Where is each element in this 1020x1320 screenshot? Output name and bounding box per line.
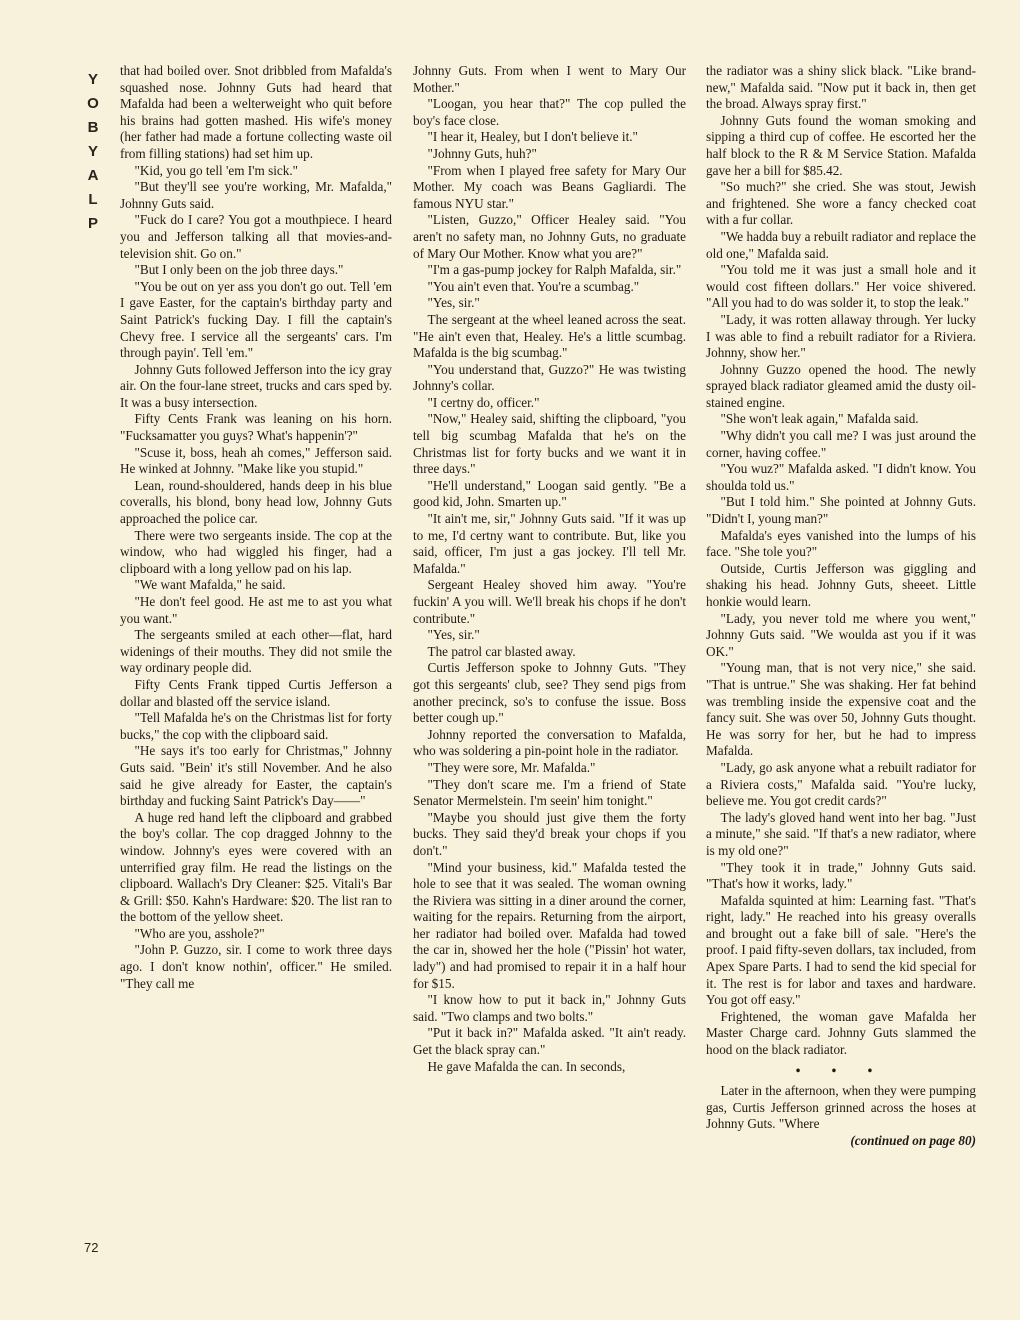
paragraph: "So much?" she cried. She was stout, Jewish and frightened. She wore a fancy checked coat with a fur collar. bbox=[706, 179, 976, 228]
paragraph: "He says it's too early for Christmas," Johnny Guts said. "Bein' it's still November. And he also said he give already for Easter, the captain's birthday and fucking Saint Patrick's Day——" bbox=[120, 743, 392, 809]
paragraph: Johnny Guts followed Jefferson into the icy gray air. On the four-lane street, trucks and cars sped by. It was a busy intersection. bbox=[120, 361, 392, 410]
paragraph: Curtis Jefferson spoke to Johnny Guts. "They got this sergeants' club, see? They send pigs from another precinck, so's to confuse the issue. Boss better cough up." bbox=[413, 660, 686, 726]
paragraph: "Why didn't you call me? I was just around the corner, having coffee." bbox=[706, 428, 976, 460]
paragraph: A huge red hand left the clipboard and grabbed the boy's collar. The cop dragged Johnny to the window. Johnny's eyes were covered with an unterrified gray film. He read the listings on the clipboard. Wallach's Dry Cleaner: $25. Vitali's Bar & Grill: $50. Kahn's Hardware: $20. The list ran to the bottom of the yellow sheet. bbox=[120, 809, 392, 925]
paragraph: "We want Mafalda," he said. bbox=[134, 577, 286, 593]
paragraph: The sergeant at the wheel leaned across the seat. "He ain't even that, Healey. He's a little scumbag. Mafalda is the big scumbag." bbox=[413, 311, 686, 361]
paragraph: "Lady, go ask anyone what a rebuilt radiator for a Riviera costs," Mafalda said. "You're lucky, believe me. You got credit cards?" bbox=[706, 759, 976, 809]
paragraph: Johnny Guzzo opened the hood. The newly sprayed black radiator gleamed amid the dusty oil-stained engine. bbox=[706, 361, 976, 410]
paragraph: "But they'll see you're working, Mr. Mafalda," Johnny Guts said. bbox=[120, 179, 392, 211]
paragraph: "They were sore, Mr. Mafalda." bbox=[427, 759, 596, 775]
paragraph: "Kid, you go tell 'em I'm sick." bbox=[134, 162, 299, 178]
paragraph: "He don't feel good. He ast me to ast you what you want." bbox=[120, 594, 392, 626]
paragraph: "Fuck do I care? You got a mouthpiece. I heard you and Jefferson talking all that movies-and-television shit. Go on." bbox=[120, 212, 392, 261]
paragraph: "We hadda buy a rebuilt radiator and replace the old one," Mafalda said. bbox=[706, 228, 976, 261]
masthead-letter: B bbox=[87, 119, 99, 136]
paragraph: Frightened, the woman gave Mafalda her Master Charge card. Johnny Guts slammed the hood on the black radiator. bbox=[706, 1008, 976, 1058]
paragraph: "But I told him." She pointed at Johnny Guts. "Didn't I, young man?" bbox=[706, 494, 976, 527]
text-column-3 bbox=[706, 63, 976, 1150]
paragraph: Sergeant Healey shoved him away. "You're fuckin' A you will. We'll break his chops if he don't contribute." bbox=[413, 577, 686, 626]
masthead-letter: O bbox=[87, 95, 99, 112]
text-column-2 bbox=[413, 63, 686, 1075]
paragraph: the radiator was a shiny slick black. "Like brand-new," Mafalda said. "Now put it back in, then get the broad. Always spray first." bbox=[706, 63, 976, 112]
paragraph: "Yes, sir." bbox=[427, 627, 480, 643]
paragraph: Outside, Curtis Jefferson was giggling and shaking his head. Johnny Guts, sheeet. Little honkie would learn. bbox=[706, 560, 976, 609]
paragraph: "They took it in trade," Johnny Guts said. "That's how it works, lady." bbox=[706, 859, 976, 892]
paragraph: Fifty Cents Frank tipped Curtis Jefferson a dollar and blasted off the service island. bbox=[120, 676, 392, 709]
paragraph: "They don't scare me. I'm a friend of State Senator Mermelstein. I'm seein' him tonight." bbox=[413, 776, 686, 809]
page-number: 72 bbox=[84, 1240, 99, 1255]
masthead-letter: L bbox=[88, 191, 98, 208]
paragraph: "You be out on yer ass you don't go out. Tell 'em I gave Easter, for the captain's birthday party and Saint Patrick's fucking Day. I fill the captain's Chevy free. I service all the sergeants' cars. I'm through payin'. Tell 'em." bbox=[120, 278, 392, 361]
masthead-letter: A bbox=[87, 167, 99, 184]
paragraph: The patrol car blasted away. bbox=[427, 643, 576, 659]
section-break: • • • bbox=[795, 1062, 887, 1078]
paragraph: "Tell Mafalda he's on the Christmas list for forty bucks," the cop with the clipboard said. bbox=[120, 710, 392, 742]
paragraph: "Loogan, you hear that?" The cop pulled the boy's face close. bbox=[413, 96, 686, 128]
paragraph: "Yes, sir." bbox=[427, 295, 480, 311]
paragraph: "You wuz?" Mafalda asked. "I didn't know. You shoulda told us." bbox=[706, 461, 976, 493]
paragraph: "You ain't even that. You're a scumbag." bbox=[427, 278, 640, 294]
paragraph: Johnny Guts found the woman smoking and sipping a third cup of coffee. He escorted her the half block to the R & M Service Station. Mafalda gave her a bill for $85.42. bbox=[706, 112, 976, 178]
column-3-body bbox=[706, 63, 976, 1059]
paragraph: that had boiled over. Snot dribbled from Mafalda's squashed nose. Johnny Guts had heard that Mafalda had been a welterweight who quit before his brains had gotten mashed. His wife's money (her father had made a fortune collecting waste oil from filling stations) had set him up. bbox=[120, 63, 392, 161]
paragraph: The lady's gloved hand went into her bag. "Just a minute," she said. "If that's a new radiator, where is my old one?" bbox=[706, 809, 976, 858]
paragraph: "Who are you, asshole?" bbox=[134, 925, 265, 941]
paragraph: Fifty Cents Frank was leaning on his horn. "Fucksamatter you guys? What's happenin'?" bbox=[120, 411, 392, 444]
masthead-letter: Y bbox=[87, 143, 98, 160]
paragraph: Johnny Guts. From when I went to Mary Our Mother." bbox=[413, 63, 686, 95]
paragraph: "I'm a gas-pump jockey for Ralph Mafalda, sir." bbox=[427, 262, 682, 278]
paragraph: Mafalda's eyes vanished into the lumps of his face. "She tole you?" bbox=[706, 527, 976, 560]
paragraph: Johnny reported the conversation to Mafalda, who was soldering a pin-point hole in the radiator. bbox=[413, 726, 686, 759]
paragraph: "Johnny Guts, huh?" bbox=[427, 145, 537, 161]
paragraph: The sergeants smiled at each other—flat, hard widenings of their mouths. They did not smile the way ordinary people did. bbox=[120, 627, 392, 676]
playboy-masthead bbox=[83, 68, 103, 236]
paragraph: "Scuse it, boss, heah ah comes," Jefferson said. He winked at Johnny. "Make like you stupid." bbox=[120, 444, 392, 477]
paragraph: "I hear it, Healey, but I don't believe it." bbox=[427, 129, 638, 145]
paragraph: "Now," Healey said, shifting the clipboard, "you tell big scumbag Mafalda that he's on the Christmas list for forty bucks and we want it in three days." bbox=[413, 411, 686, 477]
paragraph: "She won't leak again," Mafalda said. bbox=[720, 411, 919, 427]
masthead-letter: Y bbox=[87, 71, 98, 88]
paragraph: "Young man, that is not very nice," she said. "That is untrue." She was shaking. Her fat behind was trembling inside the expensive coat and the fancy suit. She was over 50, Johnny Guts thought. He was sorry for her, but he had to impress Mafalda. bbox=[706, 660, 976, 759]
paragraph: "I certny do, officer." bbox=[427, 394, 540, 410]
paragraph: "Listen, Guzzo," Officer Healey said. "You aren't no safety man, no Johnny Guts, no graduate of Mary Our Mother. Know what you are?" bbox=[413, 212, 686, 261]
paragraph: Lean, round-shouldered, hands deep in his blue coveralls, his blond, bony head low, Johnny Guts approached the police car. bbox=[120, 477, 392, 527]
paragraph: "You told me it was just a small hole and it would cost fifteen dollars." Her voice shivered. "All you had to do was solder it, to stop the leak." bbox=[706, 262, 976, 311]
paragraph: "Maybe you should just give them the forty bucks. They said they'd break your chops if you don't." bbox=[413, 809, 686, 858]
paragraph: "Put it back in?" Mafalda asked. "It ain't ready. Get the black spray can." bbox=[413, 1025, 686, 1058]
paragraph: "From when I played free safety for Mary Our Mother. My coach was Beans Gagliardi. The famous NYU star." bbox=[413, 162, 686, 211]
masthead-letter: P bbox=[87, 215, 98, 232]
paragraph: "It ain't me, sir," Johnny Guts said. "If it was up to me, I'd certny want to contribute. But, like you said, officer, I'm just a gas jockey. I'll tell Mr. Mafalda." bbox=[413, 511, 686, 576]
paragraph: "He'll understand," Loogan said gently. "Be a good kid, John. Smarten up." bbox=[413, 477, 686, 510]
paragraph: "You understand that, Guzzo?" He was twisting Johnny's collar. bbox=[413, 361, 686, 394]
paragraph: There were two sergeants inside. The cop at the window, who had wiggled his finger, had a clipboard with a long yellow pad on his lap. bbox=[120, 527, 392, 576]
text-column-1 bbox=[120, 63, 392, 992]
paragraph: He gave Mafalda the can. In seconds, bbox=[427, 1058, 626, 1074]
continued-line: (continued on page 80) bbox=[850, 1133, 976, 1148]
paragraph: "But I only been on the job three days." bbox=[134, 262, 344, 278]
paragraph: "Lady, it was rotten allaway through. Yer lucky I was able to find a rebuilt radiator for a Riviera. Johnny, show her." bbox=[706, 311, 976, 361]
paragraph: "John P. Guzzo, sir. I come to work three days ago. I don't know nothin', officer." He smiled. "They call me bbox=[120, 942, 392, 991]
paragraph: "Lady, you never told me where you went," Johnny Guts said. "We woulda ast you if it was OK." bbox=[706, 610, 976, 659]
paragraph: Later in the afternoon, when they were pumping gas, Curtis Jefferson grinned across the hoses at Johnny Guts. "Where bbox=[706, 1083, 976, 1132]
paragraph: Mafalda squinted at him: Learning fast. "That's right, lady." He reached into his greasy overalls and brought out a fake bill of sale. "Here's the proof. I paid fifty-seven dollars, tax included, from Apex Spare Parts. I had to send the kid special for it. The rest is for labor and taxes and hardware. You got off easy." bbox=[706, 892, 976, 1008]
column-3-after bbox=[706, 1083, 976, 1133]
paragraph: "Mind your business, kid." Mafalda tested the hole to see that it was sealed. The woman owning the Riviera was sitting in a diner around the corner, waiting for the repairs. Returning from the airport, her radiator had boiled over. Mafalda had towed the car in, showed her the hole ("Pissin' hot water, lady") and had promised to repair it in a half hour for $15. bbox=[413, 859, 686, 991]
paragraph: "I know how to put it back in," Johnny Guts said. "Two clamps and two bolts." bbox=[413, 992, 686, 1024]
